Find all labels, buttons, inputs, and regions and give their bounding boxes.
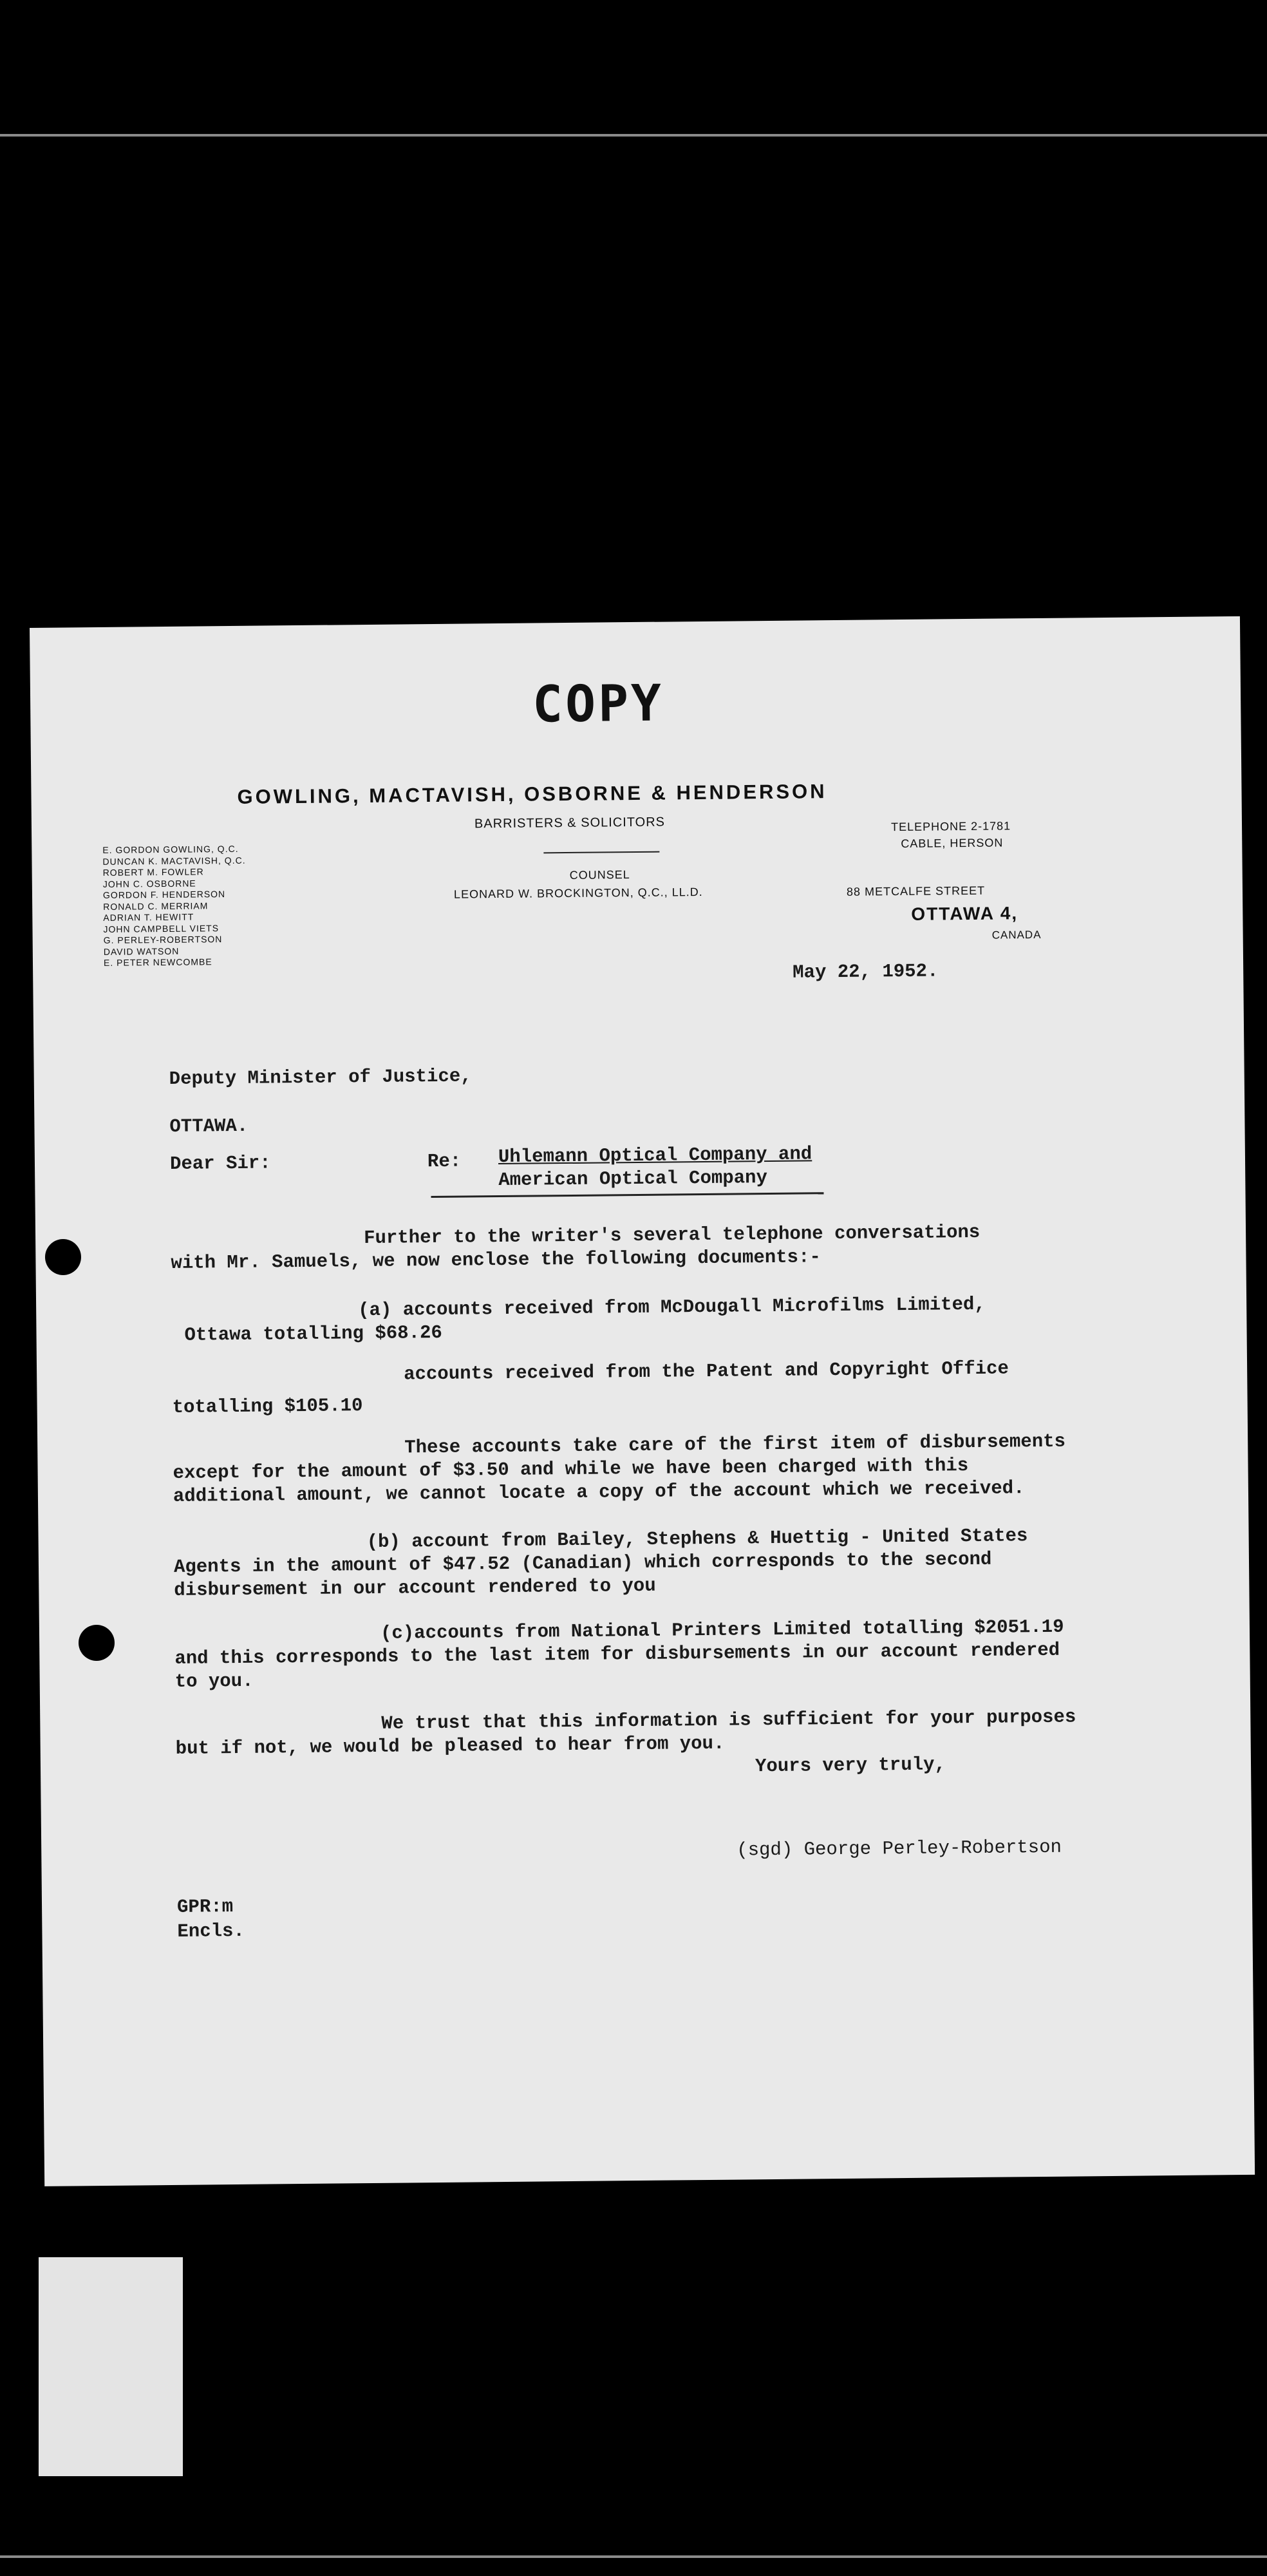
counsel-label: COUNSEL [569, 868, 630, 882]
signature: (sgd) George Perley-Robertson [737, 1836, 1062, 1861]
body-line: to you. [174, 1670, 254, 1692]
counsel-name: LEONARD W. BROCKINGTON, Q.C., LL.D. [453, 885, 703, 901]
body-line: These accounts take care of the first item of disbursements [404, 1430, 1066, 1459]
body-line: (c)accounts from National Printers Limited totalling $2051.19 [380, 1616, 1064, 1644]
partner-name: DAVID WATSON [103, 945, 180, 957]
partner-name: G. PERLEY-ROBERTSON [103, 934, 223, 945]
body-line: Further to the writer's several telephone conversations [363, 1221, 981, 1249]
body-line: Ottawa totalling $68.26 [184, 1321, 442, 1346]
partner-name: RONALD C. MERRIAM [103, 900, 209, 912]
film-leader-tab [39, 2257, 183, 2476]
partner-name: ADRIAN T. HEWITT [103, 911, 194, 923]
street-address: 88 METCALFE STREET [846, 884, 986, 898]
addressee: Deputy Minister of Justice, [169, 1065, 472, 1090]
microfilm-bottom-border [0, 2555, 1267, 2558]
body-line: We trust that this information is sufficient for your purposes [381, 1706, 1076, 1734]
firm-name: GOWLING, MACTAVISH, OSBORNE & HENDERSON [237, 780, 827, 808]
country: CANADA [991, 928, 1042, 942]
microfilm-top-border [0, 134, 1267, 137]
city: OTTAWA 4, [911, 903, 1018, 924]
letter-date: May 22, 1952. [793, 960, 939, 983]
partner-name: JOHN CAMPBELL VIETS [103, 922, 220, 934]
body-line: accounts received from the Patent and Copyright Office [403, 1358, 1009, 1385]
body-line: with Mr. Samuels, we now enclose the following documents:- [171, 1246, 821, 1274]
partner-name: ROBERT M. FOWLER [102, 866, 204, 878]
letter-page [30, 616, 1255, 2186]
partner-name: GORDON F. HENDERSON [102, 889, 226, 900]
body-line: (a) accounts received from McDougall Microfilms Limited, [358, 1293, 986, 1321]
partner-name: DUNCAN K. MACTAVISH, Q.C. [102, 855, 246, 867]
typist-initials: GPR:m [176, 1896, 234, 1918]
enclosures-note: Encls. [177, 1920, 245, 1942]
partner-name: E. PETER NEWCOMBE [103, 956, 212, 968]
body-line: and this corresponds to the last item for disbursements in our account rendered [174, 1639, 1060, 1669]
cable-address: CABLE, HERSON [901, 836, 1004, 851]
body-line: additional amount, we cannot locate a copy of the account which we received. [173, 1477, 1025, 1507]
telephone: TELEPHONE 2-1781 [890, 819, 1011, 834]
body-line: (b) account from Bailey, Stephens & Huettig - United States [366, 1525, 1028, 1553]
addressee-city: OTTAWA. [169, 1115, 249, 1137]
salutation: Dear Sir: [169, 1152, 271, 1175]
re-subject-line-1: Uhlemann Optical Company and [498, 1143, 812, 1168]
body-line: except for the amount of $3.50 and while we have been charged with this [173, 1455, 969, 1484]
partners-list [102, 844, 247, 969]
copy-stamp: COPY [532, 674, 664, 734]
body-line: but if not, we would be pleased to hear from you. [175, 1732, 725, 1759]
punch-hole [79, 1625, 115, 1661]
re-subject-line-2: American Optical Company [498, 1167, 768, 1191]
re-underline [431, 1192, 823, 1198]
body-line: totalling $105.10 [172, 1395, 363, 1418]
body-line: disbursement in our account rendered to you [174, 1575, 656, 1601]
partner-name: JOHN C. OSBORNE [102, 878, 196, 889]
letterhead-divider [543, 851, 659, 854]
body-line: Agents in the amount of $47.52 (Canadian) which corresponds to the second [173, 1548, 992, 1578]
partner-name: E. GORDON GOWLING, Q.C. [102, 843, 239, 855]
firm-profession: BARRISTERS & SOLICITORS [474, 815, 666, 831]
punch-hole [45, 1239, 81, 1275]
re-label: Re: [427, 1150, 462, 1173]
closing: Yours very truly, [755, 1754, 946, 1777]
